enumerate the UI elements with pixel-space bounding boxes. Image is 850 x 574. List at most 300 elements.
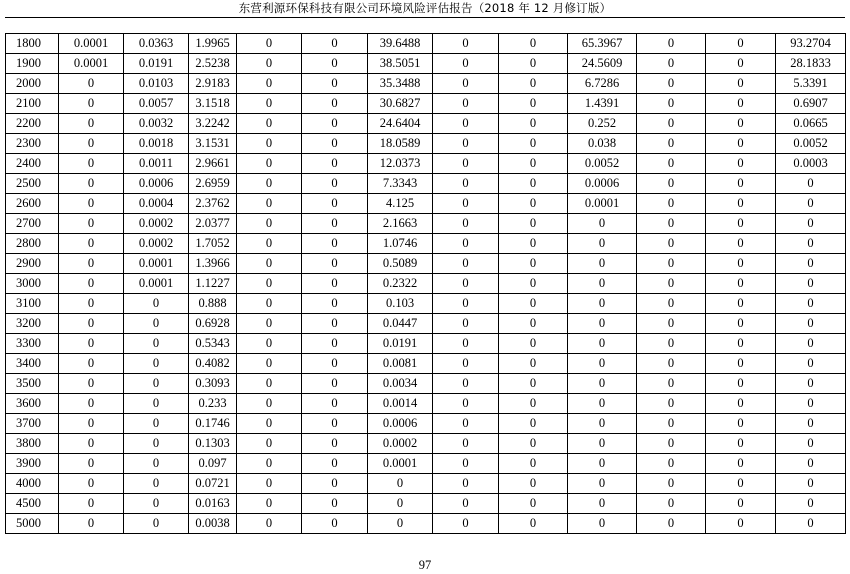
value-cell: 2.1663: [368, 214, 433, 234]
value-cell: 0: [706, 334, 776, 354]
distance-cell: 2200: [6, 114, 59, 134]
value-cell: 28.1833: [776, 54, 846, 74]
value-cell: 0: [59, 494, 124, 514]
value-cell: 0: [499, 274, 568, 294]
value-cell: 0: [302, 294, 368, 314]
value-cell: 0: [59, 474, 124, 494]
value-cell: 0: [499, 474, 568, 494]
value-cell: 0.103: [368, 294, 433, 314]
value-cell: 0: [433, 74, 499, 94]
value-cell: 0: [706, 414, 776, 434]
value-cell: 2.9183: [189, 74, 237, 94]
value-cell: 0: [302, 194, 368, 214]
table-row: [6, 94, 846, 114]
value-cell: 0: [59, 294, 124, 314]
value-cell: 0: [433, 314, 499, 334]
value-cell: 0: [302, 54, 368, 74]
value-cell: 0.0001: [368, 454, 433, 474]
value-cell: 0: [59, 214, 124, 234]
value-cell: 1.0746: [368, 234, 433, 254]
value-cell: 0: [124, 374, 189, 394]
table-row: [6, 274, 846, 294]
value-cell: 0: [637, 94, 706, 114]
value-cell: 0.0081: [368, 354, 433, 374]
value-cell: 0: [433, 394, 499, 414]
value-cell: 0: [706, 494, 776, 514]
distance-cell: 3700: [6, 414, 59, 434]
value-cell: 0: [124, 494, 189, 514]
value-cell: 65.3967: [568, 34, 637, 54]
value-cell: 0: [706, 274, 776, 294]
value-cell: 0: [568, 494, 637, 514]
value-cell: 0: [706, 214, 776, 234]
distance-cell: 2800: [6, 234, 59, 254]
page-header-title: 东营利源环保科技有限公司环境风险评估报告（2018 年 12 月修订版）: [238, 1, 612, 15]
distance-cell: 2700: [6, 214, 59, 234]
value-cell: 0: [237, 434, 302, 454]
value-cell: 0: [237, 174, 302, 194]
value-cell: 0: [568, 454, 637, 474]
value-cell: 12.0373: [368, 154, 433, 174]
value-cell: 0: [124, 294, 189, 314]
table-row: [6, 434, 846, 454]
value-cell: 0.0002: [124, 234, 189, 254]
value-cell: 0: [124, 394, 189, 414]
value-cell: 0: [237, 154, 302, 174]
value-cell: 0: [302, 34, 368, 54]
value-cell: 0.0011: [124, 154, 189, 174]
value-cell: 0: [433, 154, 499, 174]
table-row: [6, 454, 846, 474]
distance-cell: 2400: [6, 154, 59, 174]
value-cell: 0: [499, 414, 568, 434]
value-cell: 0: [776, 334, 846, 354]
distance-cell: 4500: [6, 494, 59, 514]
value-cell: 0: [433, 174, 499, 194]
value-cell: 6.7286: [568, 74, 637, 94]
distance-cell: 4000: [6, 474, 59, 494]
value-cell: 0.0038: [189, 514, 237, 534]
value-cell: 2.6959: [189, 174, 237, 194]
value-cell: 0: [706, 314, 776, 334]
value-cell: 0: [776, 354, 846, 374]
value-cell: 0: [59, 414, 124, 434]
value-cell: 0: [302, 374, 368, 394]
value-cell: 0: [568, 214, 637, 234]
value-cell: 0: [499, 394, 568, 414]
value-cell: 0: [706, 394, 776, 414]
value-cell: 0.1746: [189, 414, 237, 434]
value-cell: 0: [637, 214, 706, 234]
value-cell: 0: [433, 434, 499, 454]
value-cell: 0.0191: [368, 334, 433, 354]
value-cell: 0: [433, 414, 499, 434]
distance-cell: 3000: [6, 274, 59, 294]
value-cell: 3.1531: [189, 134, 237, 154]
value-cell: 0: [568, 274, 637, 294]
distance-cell: 2000: [6, 74, 59, 94]
value-cell: 0: [237, 34, 302, 54]
value-cell: 0: [237, 474, 302, 494]
value-cell: 0: [776, 454, 846, 474]
value-cell: 0: [433, 494, 499, 514]
value-cell: 0.5343: [189, 334, 237, 354]
value-cell: 0: [776, 194, 846, 214]
distance-cell: 3600: [6, 394, 59, 414]
value-cell: 0: [59, 274, 124, 294]
value-cell: 0: [568, 374, 637, 394]
value-cell: 38.5051: [368, 54, 433, 74]
value-cell: 0.0363: [124, 34, 189, 54]
value-cell: 0: [433, 54, 499, 74]
value-cell: 0: [59, 94, 124, 114]
value-cell: 0: [706, 154, 776, 174]
value-cell: 0: [706, 514, 776, 534]
value-cell: 0.6907: [776, 94, 846, 114]
value-cell: 0: [433, 134, 499, 154]
value-cell: 0: [637, 434, 706, 454]
value-cell: 0: [776, 474, 846, 494]
value-cell: 2.5238: [189, 54, 237, 74]
value-cell: 5.3391: [776, 74, 846, 94]
value-cell: 0: [237, 354, 302, 374]
value-cell: 0: [433, 294, 499, 314]
distance-cell: 3900: [6, 454, 59, 474]
value-cell: 0: [302, 214, 368, 234]
value-cell: 0: [568, 514, 637, 534]
value-cell: 0: [302, 394, 368, 414]
value-cell: 93.2704: [776, 34, 846, 54]
value-cell: 0: [302, 474, 368, 494]
value-cell: 0: [637, 414, 706, 434]
value-cell: 0: [237, 214, 302, 234]
value-cell: 0.0006: [568, 174, 637, 194]
value-cell: 0: [499, 174, 568, 194]
value-cell: 0: [776, 294, 846, 314]
value-cell: 0: [637, 234, 706, 254]
value-cell: 0: [433, 194, 499, 214]
value-cell: 0.0447: [368, 314, 433, 334]
value-cell: 0: [302, 314, 368, 334]
value-cell: 0.0004: [124, 194, 189, 214]
value-cell: 0: [637, 34, 706, 54]
table-row: [6, 254, 846, 274]
value-cell: 0: [237, 254, 302, 274]
value-cell: 0.0001: [568, 194, 637, 214]
value-cell: 0: [59, 434, 124, 454]
value-cell: 0: [59, 174, 124, 194]
value-cell: 0: [124, 414, 189, 434]
value-cell: 24.5609: [568, 54, 637, 74]
value-cell: 0: [776, 394, 846, 414]
value-cell: 0: [124, 434, 189, 454]
distance-cell: 3400: [6, 354, 59, 374]
value-cell: 0: [368, 474, 433, 494]
value-cell: 0: [706, 54, 776, 74]
value-cell: 0: [776, 414, 846, 434]
value-cell: 0: [124, 354, 189, 374]
value-cell: 0: [237, 394, 302, 414]
value-cell: 0: [568, 394, 637, 414]
value-cell: 0: [59, 234, 124, 254]
value-cell: 0: [237, 74, 302, 94]
value-cell: 0: [433, 234, 499, 254]
distance-cell: 2900: [6, 254, 59, 274]
value-cell: 0: [368, 514, 433, 534]
value-cell: 0: [568, 474, 637, 494]
value-cell: 0: [302, 334, 368, 354]
value-cell: 0: [59, 154, 124, 174]
value-cell: 0: [302, 134, 368, 154]
value-cell: 0: [637, 134, 706, 154]
table-row: [6, 214, 846, 234]
value-cell: 0: [706, 94, 776, 114]
table-row: [6, 374, 846, 394]
table-row: [6, 334, 846, 354]
value-cell: 0: [499, 454, 568, 474]
value-cell: 0: [499, 94, 568, 114]
value-cell: 0: [637, 154, 706, 174]
table-row: [6, 494, 846, 514]
value-cell: 0: [237, 134, 302, 154]
table-row: [6, 234, 846, 254]
value-cell: 0: [124, 314, 189, 334]
value-cell: 0: [433, 34, 499, 54]
value-cell: 0: [499, 514, 568, 534]
value-cell: 0: [237, 334, 302, 354]
value-cell: 0: [59, 194, 124, 214]
value-cell: 0: [637, 114, 706, 134]
value-cell: 0: [637, 454, 706, 474]
value-cell: 0: [568, 254, 637, 274]
value-cell: 0.097: [189, 454, 237, 474]
value-cell: 0: [776, 234, 846, 254]
value-cell: 1.7052: [189, 234, 237, 254]
value-cell: 0.0006: [368, 414, 433, 434]
value-cell: 0.0163: [189, 494, 237, 514]
value-cell: 0: [302, 494, 368, 514]
value-cell: 0: [237, 374, 302, 394]
value-cell: 0: [302, 354, 368, 374]
value-cell: 0.0001: [124, 274, 189, 294]
value-cell: 0: [568, 294, 637, 314]
value-cell: 0.0014: [368, 394, 433, 414]
value-cell: 0: [499, 254, 568, 274]
value-cell: 0: [124, 334, 189, 354]
distance-cell: 3300: [6, 334, 59, 354]
value-cell: 0: [706, 454, 776, 474]
value-cell: 0: [124, 514, 189, 534]
value-cell: 0: [706, 174, 776, 194]
value-cell: 0.0191: [124, 54, 189, 74]
value-cell: 0: [499, 214, 568, 234]
value-cell: 0: [499, 154, 568, 174]
distance-cell: 2300: [6, 134, 59, 154]
table-row: [6, 54, 846, 74]
value-cell: 0: [499, 494, 568, 514]
value-cell: 0: [237, 414, 302, 434]
value-cell: 0: [776, 374, 846, 394]
value-cell: 0: [637, 274, 706, 294]
table-row: [6, 34, 846, 54]
value-cell: 0: [568, 414, 637, 434]
distance-cell: 3800: [6, 434, 59, 454]
value-cell: 0: [433, 94, 499, 114]
value-cell: 0: [237, 114, 302, 134]
table-body: [6, 34, 846, 534]
value-cell: 0: [499, 294, 568, 314]
value-cell: 0: [237, 514, 302, 534]
value-cell: 0: [706, 114, 776, 134]
value-cell: 0: [302, 454, 368, 474]
value-cell: 0: [499, 54, 568, 74]
value-cell: 0: [302, 234, 368, 254]
value-cell: 0.1303: [189, 434, 237, 454]
value-cell: 0: [706, 294, 776, 314]
value-cell: 0.4082: [189, 354, 237, 374]
value-cell: 0: [59, 354, 124, 374]
value-cell: 0: [568, 334, 637, 354]
value-cell: 0.0003: [776, 154, 846, 174]
value-cell: 0: [59, 74, 124, 94]
value-cell: 0: [637, 254, 706, 274]
value-cell: 0: [59, 254, 124, 274]
value-cell: 0: [637, 174, 706, 194]
value-cell: 0: [499, 234, 568, 254]
value-cell: 0: [637, 354, 706, 374]
value-cell: 0: [59, 374, 124, 394]
value-cell: 35.3488: [368, 74, 433, 94]
value-cell: 0: [706, 354, 776, 374]
value-cell: 0: [776, 254, 846, 274]
value-cell: 0: [637, 334, 706, 354]
value-cell: 0: [59, 514, 124, 534]
value-cell: 0: [302, 414, 368, 434]
value-cell: 0.0002: [368, 434, 433, 454]
value-cell: 0: [237, 454, 302, 474]
value-cell: 0: [637, 294, 706, 314]
value-cell: 0: [433, 334, 499, 354]
value-cell: 0: [237, 314, 302, 334]
distance-cell: 2600: [6, 194, 59, 214]
value-cell: 0: [499, 434, 568, 454]
value-cell: 0: [706, 434, 776, 454]
value-cell: 0: [302, 434, 368, 454]
value-cell: 2.0377: [189, 214, 237, 234]
value-cell: 0.0034: [368, 374, 433, 394]
table-row: [6, 114, 846, 134]
distance-cell: 2500: [6, 174, 59, 194]
table-row: [6, 394, 846, 414]
value-cell: 0: [637, 474, 706, 494]
value-cell: 0.2322: [368, 274, 433, 294]
value-cell: 0: [776, 434, 846, 454]
value-cell: 0: [59, 114, 124, 134]
value-cell: 0: [237, 234, 302, 254]
value-cell: 0.6928: [189, 314, 237, 334]
value-cell: 0: [706, 254, 776, 274]
header-rule: [5, 17, 845, 18]
value-cell: 0: [776, 514, 846, 534]
value-cell: 0: [302, 114, 368, 134]
value-cell: 0: [237, 94, 302, 114]
value-cell: 0: [499, 374, 568, 394]
value-cell: 0.0001: [59, 34, 124, 54]
value-cell: 0: [706, 74, 776, 94]
value-cell: 0.5089: [368, 254, 433, 274]
value-cell: 0: [637, 514, 706, 534]
value-cell: 0: [568, 434, 637, 454]
value-cell: 0: [302, 174, 368, 194]
value-cell: 0: [499, 34, 568, 54]
value-cell: 0: [433, 374, 499, 394]
value-cell: 3.1518: [189, 94, 237, 114]
value-cell: 0: [637, 314, 706, 334]
value-cell: 0.0103: [124, 74, 189, 94]
value-cell: 0.0018: [124, 134, 189, 154]
value-cell: 0.0032: [124, 114, 189, 134]
table-row: [6, 74, 846, 94]
value-cell: 0.0052: [568, 154, 637, 174]
value-cell: 0: [237, 274, 302, 294]
value-cell: 39.6488: [368, 34, 433, 54]
value-cell: 0: [637, 494, 706, 514]
table-row: [6, 314, 846, 334]
value-cell: 0: [499, 134, 568, 154]
value-cell: 0: [637, 194, 706, 214]
value-cell: 0: [776, 274, 846, 294]
value-cell: 24.6404: [368, 114, 433, 134]
value-cell: 0: [499, 194, 568, 214]
value-cell: 0: [302, 514, 368, 534]
table-row: [6, 154, 846, 174]
value-cell: 0: [237, 54, 302, 74]
value-cell: 0: [302, 254, 368, 274]
value-cell: 0.0002: [124, 214, 189, 234]
value-cell: 0.0052: [776, 134, 846, 154]
value-cell: 0: [302, 154, 368, 174]
value-cell: 0: [433, 514, 499, 534]
value-cell: 0: [776, 494, 846, 514]
value-cell: 0: [59, 334, 124, 354]
value-cell: 0: [637, 394, 706, 414]
value-cell: 0.0665: [776, 114, 846, 134]
value-cell: 0: [237, 194, 302, 214]
table-row: [6, 294, 846, 314]
value-cell: 0: [499, 314, 568, 334]
table-row: [6, 414, 846, 434]
table-row: [6, 174, 846, 194]
table-row: [6, 354, 846, 374]
value-cell: 0: [59, 394, 124, 414]
value-cell: 0: [124, 454, 189, 474]
value-cell: 0.0721: [189, 474, 237, 494]
value-cell: 0: [59, 314, 124, 334]
value-cell: 0: [776, 174, 846, 194]
value-cell: 0: [433, 114, 499, 134]
value-cell: 30.6827: [368, 94, 433, 114]
distance-cell: 1800: [6, 34, 59, 54]
value-cell: 0: [59, 134, 124, 154]
value-cell: 0.0057: [124, 94, 189, 114]
distance-cell: 2100: [6, 94, 59, 114]
value-cell: 0.0001: [124, 254, 189, 274]
value-cell: 0: [433, 214, 499, 234]
value-cell: 0.252: [568, 114, 637, 134]
value-cell: 0.233: [189, 394, 237, 414]
value-cell: 0: [368, 494, 433, 514]
value-cell: 0: [568, 314, 637, 334]
